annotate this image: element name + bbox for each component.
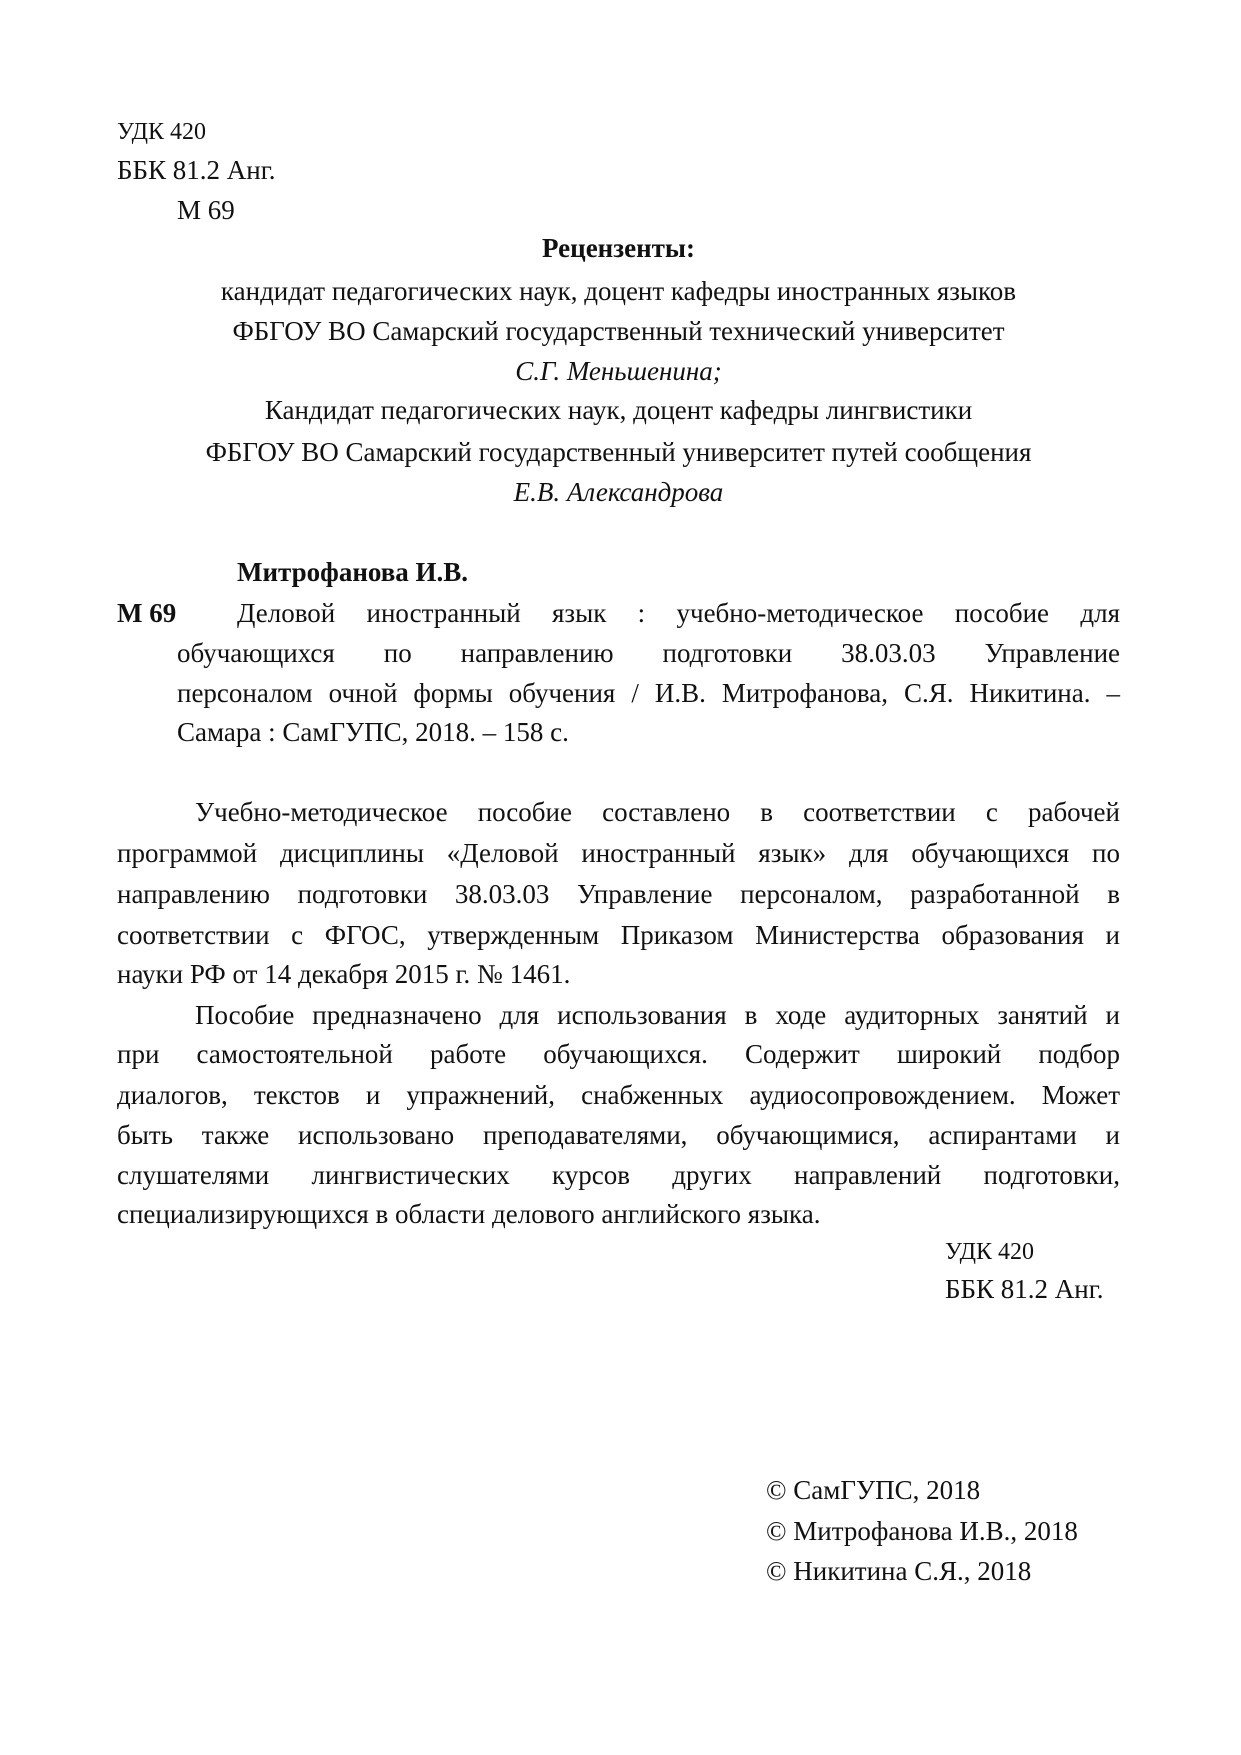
- copyright-line: © Никитина С.Я., 2018: [766, 1556, 1032, 1586]
- udk-code: УДК 420: [117, 119, 206, 145]
- reviewer-name-text: С.Г. Меньшенина;: [515, 356, 722, 386]
- abstract-line: Пособие предназначено для использования в ходе аудиторных занятий и: [195, 1000, 1120, 1030]
- bib-author-text: Митрофанова И.В.: [237, 557, 469, 587]
- reviewer-line: ФБГОУ ВО Самарский государственный технический университет: [232, 316, 1005, 346]
- abstract-line: соответствии с ФГОС, утвержденным Приказом Министерства образования и: [117, 920, 1120, 950]
- abstract-line: слушателями лингвистических курсов других направлений подготовки,: [117, 1160, 1120, 1190]
- reviewer-name: [117, 476, 1120, 508]
- reviewer-line: ФБГОУ ВО Самарский государственный университет путей сообщения: [205, 437, 1032, 467]
- author-mark: М 69: [177, 195, 235, 225]
- abstract-line: программой дисциплины «Деловой иностранный язык» для обучающихся по: [117, 838, 1120, 868]
- bib-line: Самара : СамГУПС, 2018. – 158 с.: [177, 717, 569, 747]
- footer-bbk: ББК 81.2 Анг.: [945, 1274, 1104, 1304]
- abstract-line: направлению подготовки 38.03.03 Управление персоналом, разработанной в: [117, 879, 1120, 909]
- abstract-line: диалогов, текстов и упражнений, снабженных аудиосопровождением. Может: [117, 1080, 1120, 1110]
- footer-udk: УДК 420: [945, 1239, 1034, 1265]
- abstract-line: быть также использовано преподавателями, обучающимися, аспирантами и: [117, 1120, 1120, 1150]
- bib-line: персоналом очной формы обучения / И.В. Митрофанова, С.Я. Никитина. –: [177, 678, 1120, 708]
- abstract-line: специализирующихся в области делового английского языка.: [117, 1199, 821, 1229]
- bib-line: Деловой иностранный язык : учебно-методическое пособие для: [237, 598, 1120, 628]
- bib-line: обучающихся по направлению подготовки 38.03.03 Управление: [177, 638, 1120, 668]
- copyright-line: © СамГУПС, 2018: [766, 1475, 981, 1505]
- reviewers-title: [117, 232, 1120, 264]
- bib-mark: [117, 597, 176, 629]
- abstract-line: науки РФ от 14 декабря 2015 г. № 1461.: [117, 959, 571, 989]
- bib-mark-text: М 69: [117, 598, 177, 628]
- reviewer-line: Кандидат педагогических наук, доцент кафедры лингвистики: [264, 395, 973, 425]
- bib-author: [237, 556, 468, 588]
- abstract-line: при самостоятельной работе обучающихся. Содержит широкий подбор: [117, 1039, 1120, 1069]
- reviewers-heading: Рецензенты:: [542, 233, 695, 263]
- reviewer-name: [117, 355, 1120, 387]
- abstract-line: Учебно-методическое пособие составлено в соответствии с рабочей: [195, 797, 1120, 827]
- copyright-line: © Митрофанова И.В., 2018: [766, 1516, 1078, 1546]
- reviewer-name-text: Е.В. Александрова: [513, 477, 724, 507]
- reviewer-line: кандидат педагогических наук, доцент кафедры иностранных языков: [220, 276, 1017, 306]
- bbk-code: ББК 81.2 Анг.: [117, 155, 276, 185]
